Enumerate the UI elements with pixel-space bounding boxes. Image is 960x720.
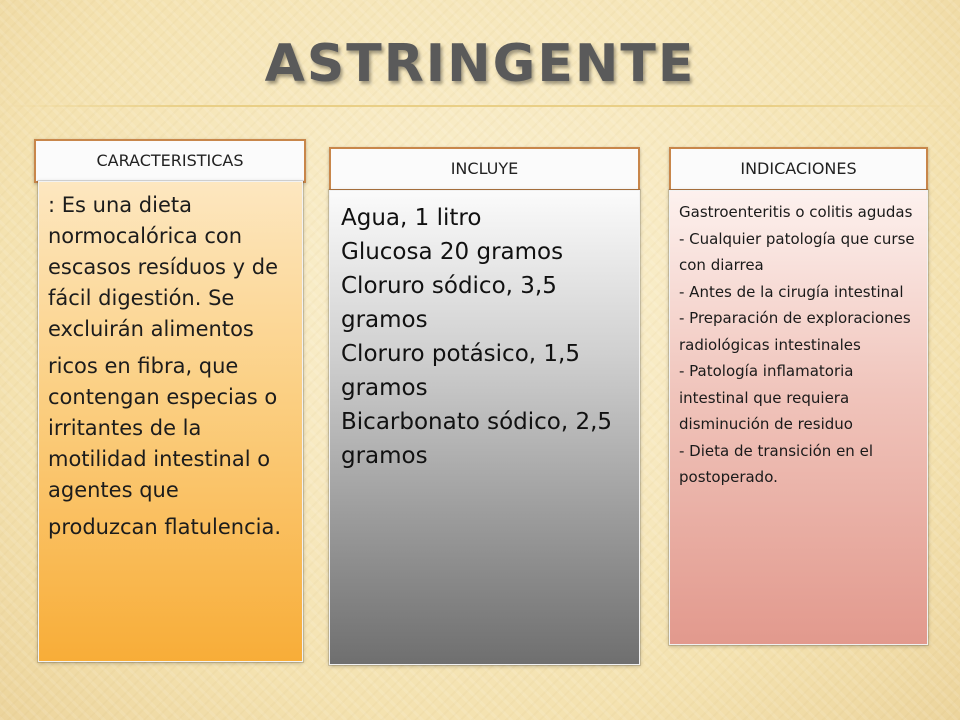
caracteristicas-panel [38, 181, 303, 662]
incluye-header: INCLUYE [329, 147, 640, 191]
caracteristicas-paragraph: ricos en fibra, que contengan especias o irritantes de la motilidad intestinal o agentes que [48, 354, 278, 502]
title-divider [0, 105, 960, 107]
incluye-panel [329, 190, 640, 665]
caracteristicas-paragraph: produzcan flatulencia. [48, 515, 282, 539]
indicaciones-panel [669, 190, 928, 645]
slide-title: ASTRINGENTE [264, 34, 696, 94]
caracteristicas-paragraph: : Es una dieta normocalórica con escasos resíduos y de fácil digestión. Se excluirán alimentos [48, 193, 279, 341]
caracteristicas-header: CARACTERISTICAS [34, 139, 306, 183]
indicaciones-header: INDICACIONES [669, 147, 928, 191]
indicaciones-list: Gastroenteritis o colitis agudas - Cualquier patología que curse con diarrea - Antes de la cirugía intestinal - Preparación de exploraciones radiológicas intestinales - Patología inflamatoria intestinal que requiera disminución de residuo - Dieta de transición en el postoperado. [679, 203, 915, 486]
incluye-list: Agua, 1 litro Glucosa 20 gramos Cloruro sódico, 3,5 gramos Cloruro potásico, 1,5 gramos Bicarbonato sódico, 2,5 gramos [341, 205, 613, 469]
